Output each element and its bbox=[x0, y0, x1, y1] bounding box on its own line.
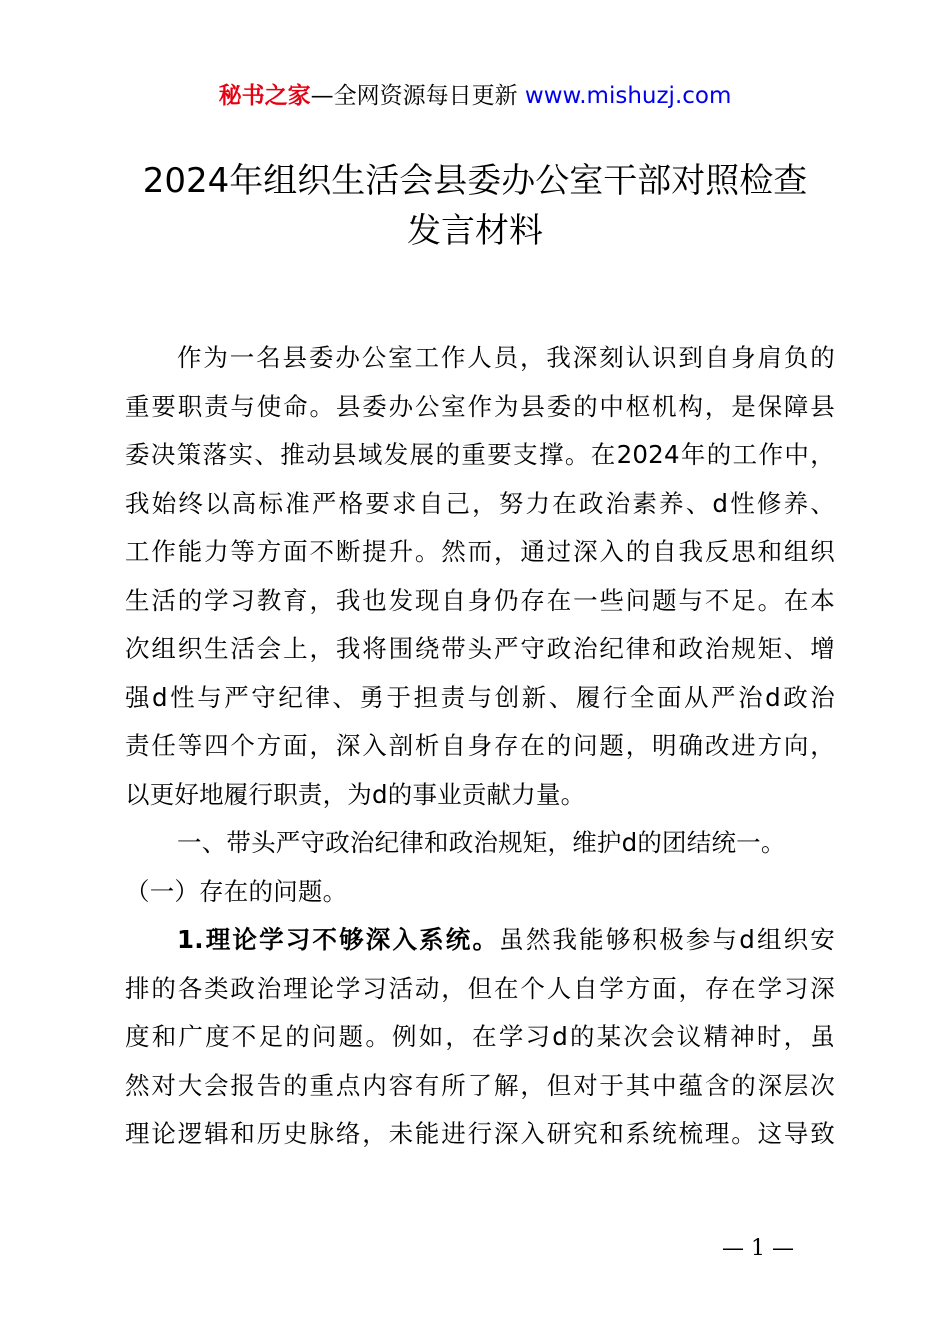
point-heading: 1.理论学习不够深入系统。 bbox=[177, 925, 500, 954]
document-body bbox=[125, 334, 835, 1159]
body-line: 理论逻辑和历史脉络，未能进行深入研究和系统梳理。这导致 bbox=[125, 1119, 835, 1148]
brand-name: 秘书之家 bbox=[218, 83, 311, 109]
section-heading: 一、带头严守政治纪律和政治规矩，维护d的团结统一。 bbox=[177, 828, 786, 857]
site-banner bbox=[0, 80, 950, 112]
page-number: — 1 — bbox=[722, 1236, 794, 1261]
body-line: 以更好地履行职责，为d的事业贡献力量。 bbox=[125, 779, 586, 809]
body-line: 排的各类政治理论学习活动，但在个人自学方面，存在学习深 bbox=[125, 973, 835, 1003]
subsection-heading: （一）存在的问题。 bbox=[125, 876, 348, 906]
body-line: 我始终以高标准严格要求自己，努力在政治素养、d性修养、 bbox=[125, 488, 835, 518]
body-line: 责任等四个方面，深入剖析自身存在的问题，明确改进方向， bbox=[125, 731, 835, 760]
banner-tagline: —全网资源每日更新 bbox=[310, 83, 518, 109]
point-text: 虽然我能够积极参与d组织安 bbox=[499, 925, 836, 954]
body-line: 作为一名县委办公室工作人员，我深刻认识到自身肩负的 bbox=[177, 343, 835, 372]
title-line-2: 发言材料 bbox=[407, 211, 543, 251]
body-line bbox=[125, 916, 835, 965]
document-title bbox=[80, 156, 870, 256]
body-line: 生活的学习教育，我也发现自身仍存在一些问题与不足。在本 bbox=[125, 585, 835, 615]
body-line: 重要职责与使命。县委办公室作为县委的中枢机构，是保障县 bbox=[125, 391, 835, 421]
body-line: 然对大会报告的重点内容有所了解，但对于其中蕴含的深层次 bbox=[125, 1070, 835, 1100]
body-line: 工作能力等方面不断提升。然而，通过深入的自我反思和组织 bbox=[125, 537, 835, 566]
body-line: 强d性与严守纪律、勇于担责与创新、履行全面从严治d政治 bbox=[125, 682, 835, 712]
site-url-link[interactable]: www.mishuzj.com bbox=[524, 83, 732, 109]
body-line: 委决策落实、推动县域发展的重要支撑。在2024年的工作中， bbox=[125, 440, 835, 469]
title-line-1: 2024年组织生活会县委办公室干部对照检查 bbox=[142, 161, 808, 201]
body-line: 度和广度不足的问题。例如，在学习d的某次会议精神时，虽 bbox=[125, 1022, 835, 1051]
body-line: 次组织生活会上，我将围绕带头严守政治纪律和政治规矩、增 bbox=[125, 634, 835, 663]
